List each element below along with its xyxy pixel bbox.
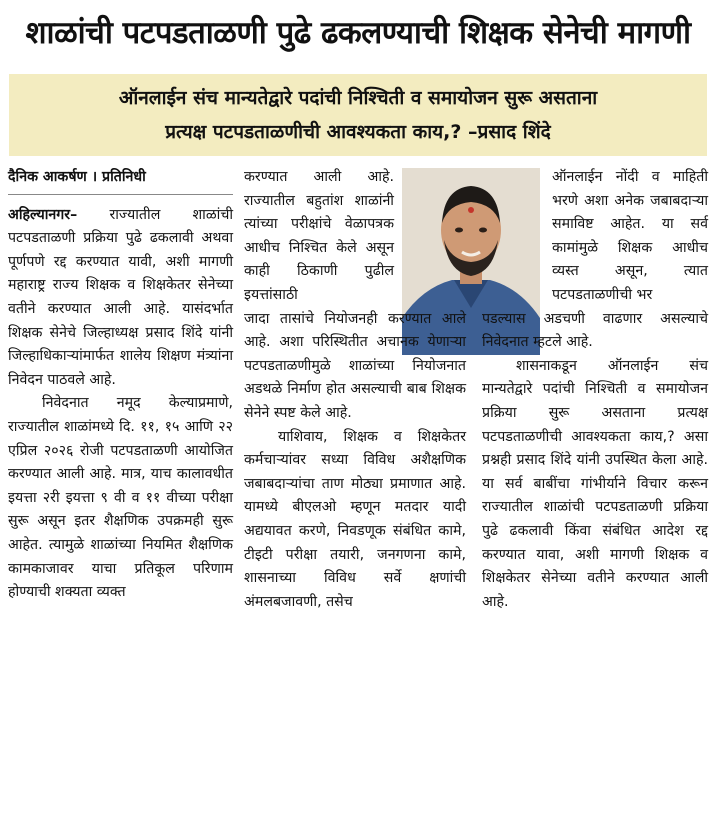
byline: दैनिक आकर्षण । प्रतिनिधी — [8, 169, 146, 185]
column-2-paragraph-1: जादा तासांचे नियोजनही करण्यात आले आहे. अशा परिस्थितीत अचानक येणाऱ्या पटपडताळणीमुळे शाळांच्या नियोजनात अडथळे निर्माण होत असल्याची बाब शिक्षक सेनेने स्पष्ट केले आहे. — [244, 310, 466, 421]
column-1-paragraph-1 — [8, 204, 233, 393]
column-1-paragraph-2: निवेदनात नमूद केल्याप्रमाणे, राज्यातील शाळांमध्ये दि. ११, १५ आणि २२ एप्रिल २०२६ रोजी पटपडताळणी आयोजित करण्यात आली आहे. मात्र, याच कालावधीत इयत्ता २री इयत्ता ९ वी व ११ वीच्या परीक्षा सुरू असून इतर शैक्षणिक उपक्रमही सुरू आहेत. त्यामुळे शाळांच्या नियमित शैक्षणिक कामकाजावर याचा प्रतिकूल परिणाम होण्याची शक्यता व्यक्त — [8, 395, 233, 601]
headline: शाळांची पटपडताळणी पुढे ढकलण्याची शिक्षक सेनेची मागणी — [25, 15, 691, 51]
article-column-2 — [244, 166, 466, 614]
article-column-3 — [482, 166, 708, 614]
dateline-place: अहिल्यानगर– — [8, 206, 78, 223]
article-column-1 — [8, 166, 233, 605]
column-3-paragraph-2: शासनाकडून ऑनलाईन संच मान्यतेद्वारे पदांची निश्चिती व समायोजन प्रक्रिया सुरू असताना प्रत्यक्ष पटपडताळणीची आवश्यकता काय,? असा प्रश्नही प्रसाद शिंदे यांनी उपस्थित केला आहे. या सर्व बाबींचा गांभीर्याने विचार करून राज्यातील शाळांची पटपडताळणी प्रक्रिया पुढे ढकलावी किंवा संबंधित आदेश रद्द करण्यात यावा, अशी मागणी शिक्षक व शिक्षकेतर सेनेच्या वतीने करण्यात आली आहे. — [482, 357, 708, 610]
column-2-top-text: करण्यात आली आहे. राज्यातील बहुतांश शाळांनी त्यांच्या परीक्षांचे वेळापत्रक आधीच निश्चित केले असून काही ठिकाणी पुढील इयत्तांसाठी — [244, 169, 394, 303]
subheadline-line-1: ऑनलाईन संच मान्यतेद्वारे पदांची निश्चिती व समायोजन सुरू असताना — [118, 87, 598, 109]
subheadline-box — [9, 74, 707, 156]
column-3-top-text: ऑनलाईन नोंदी व माहिती भरणे अशा अनेक जबाबदाऱ्या समाविष्ट आहेत. या सर्व कामांमुळे शिक्षक आधीच व्यस्त असून, त्यात पटपडताळणीची भर — [552, 169, 708, 303]
column-3-paragraph-1: पडल्यास अडचणी वाढणार असल्याचे निवेदनात म्हटले आहे. — [482, 310, 708, 351]
column-1-paragraph-1-text: राज्यातील शाळांची पटपडताळणी प्रक्रिया पुढे ढकलावी अथवा पूर्णपणे रद्द करण्यात यावी, अशी मागणी महाराष्ट्र राज्य शिक्षक व शिक्षकेतर सेनेच्या वतीने करण्यात आली आहे. यासंदर्भात शिक्षक सेनेचे जिल्हाध्यक्ष प्रसाद शिंदे यांनी जिल्हाधिकाऱ्यांमार्फत शालेय शिक्षण मंत्र्यांना निवेदन पाठवले आहे. — [8, 206, 233, 388]
subheadline-line-2: प्रत्यक्ष पटपडताळणीची आवश्यकता काय,? –प्रसाद शिंदे — [165, 121, 551, 143]
column-2-paragraph-2: याशिवाय, शिक्षक व शिक्षकेतर कर्मचाऱ्यांवर सध्या विविध अशैक्षणिक जबाबदाऱ्यांचा ताण मोठ्या प्रमाणात आहे. यामध्ये बीएलओ म्हणून मतदार यादी अद्ययावत करणे, निवडणूक संबंधित कामे, टीइटी परीक्षा तयारी, जनगणना कामे, शासनाच्या विविध सर्वे क्षणांची अंमलबजावणी, तसेच — [244, 428, 466, 610]
